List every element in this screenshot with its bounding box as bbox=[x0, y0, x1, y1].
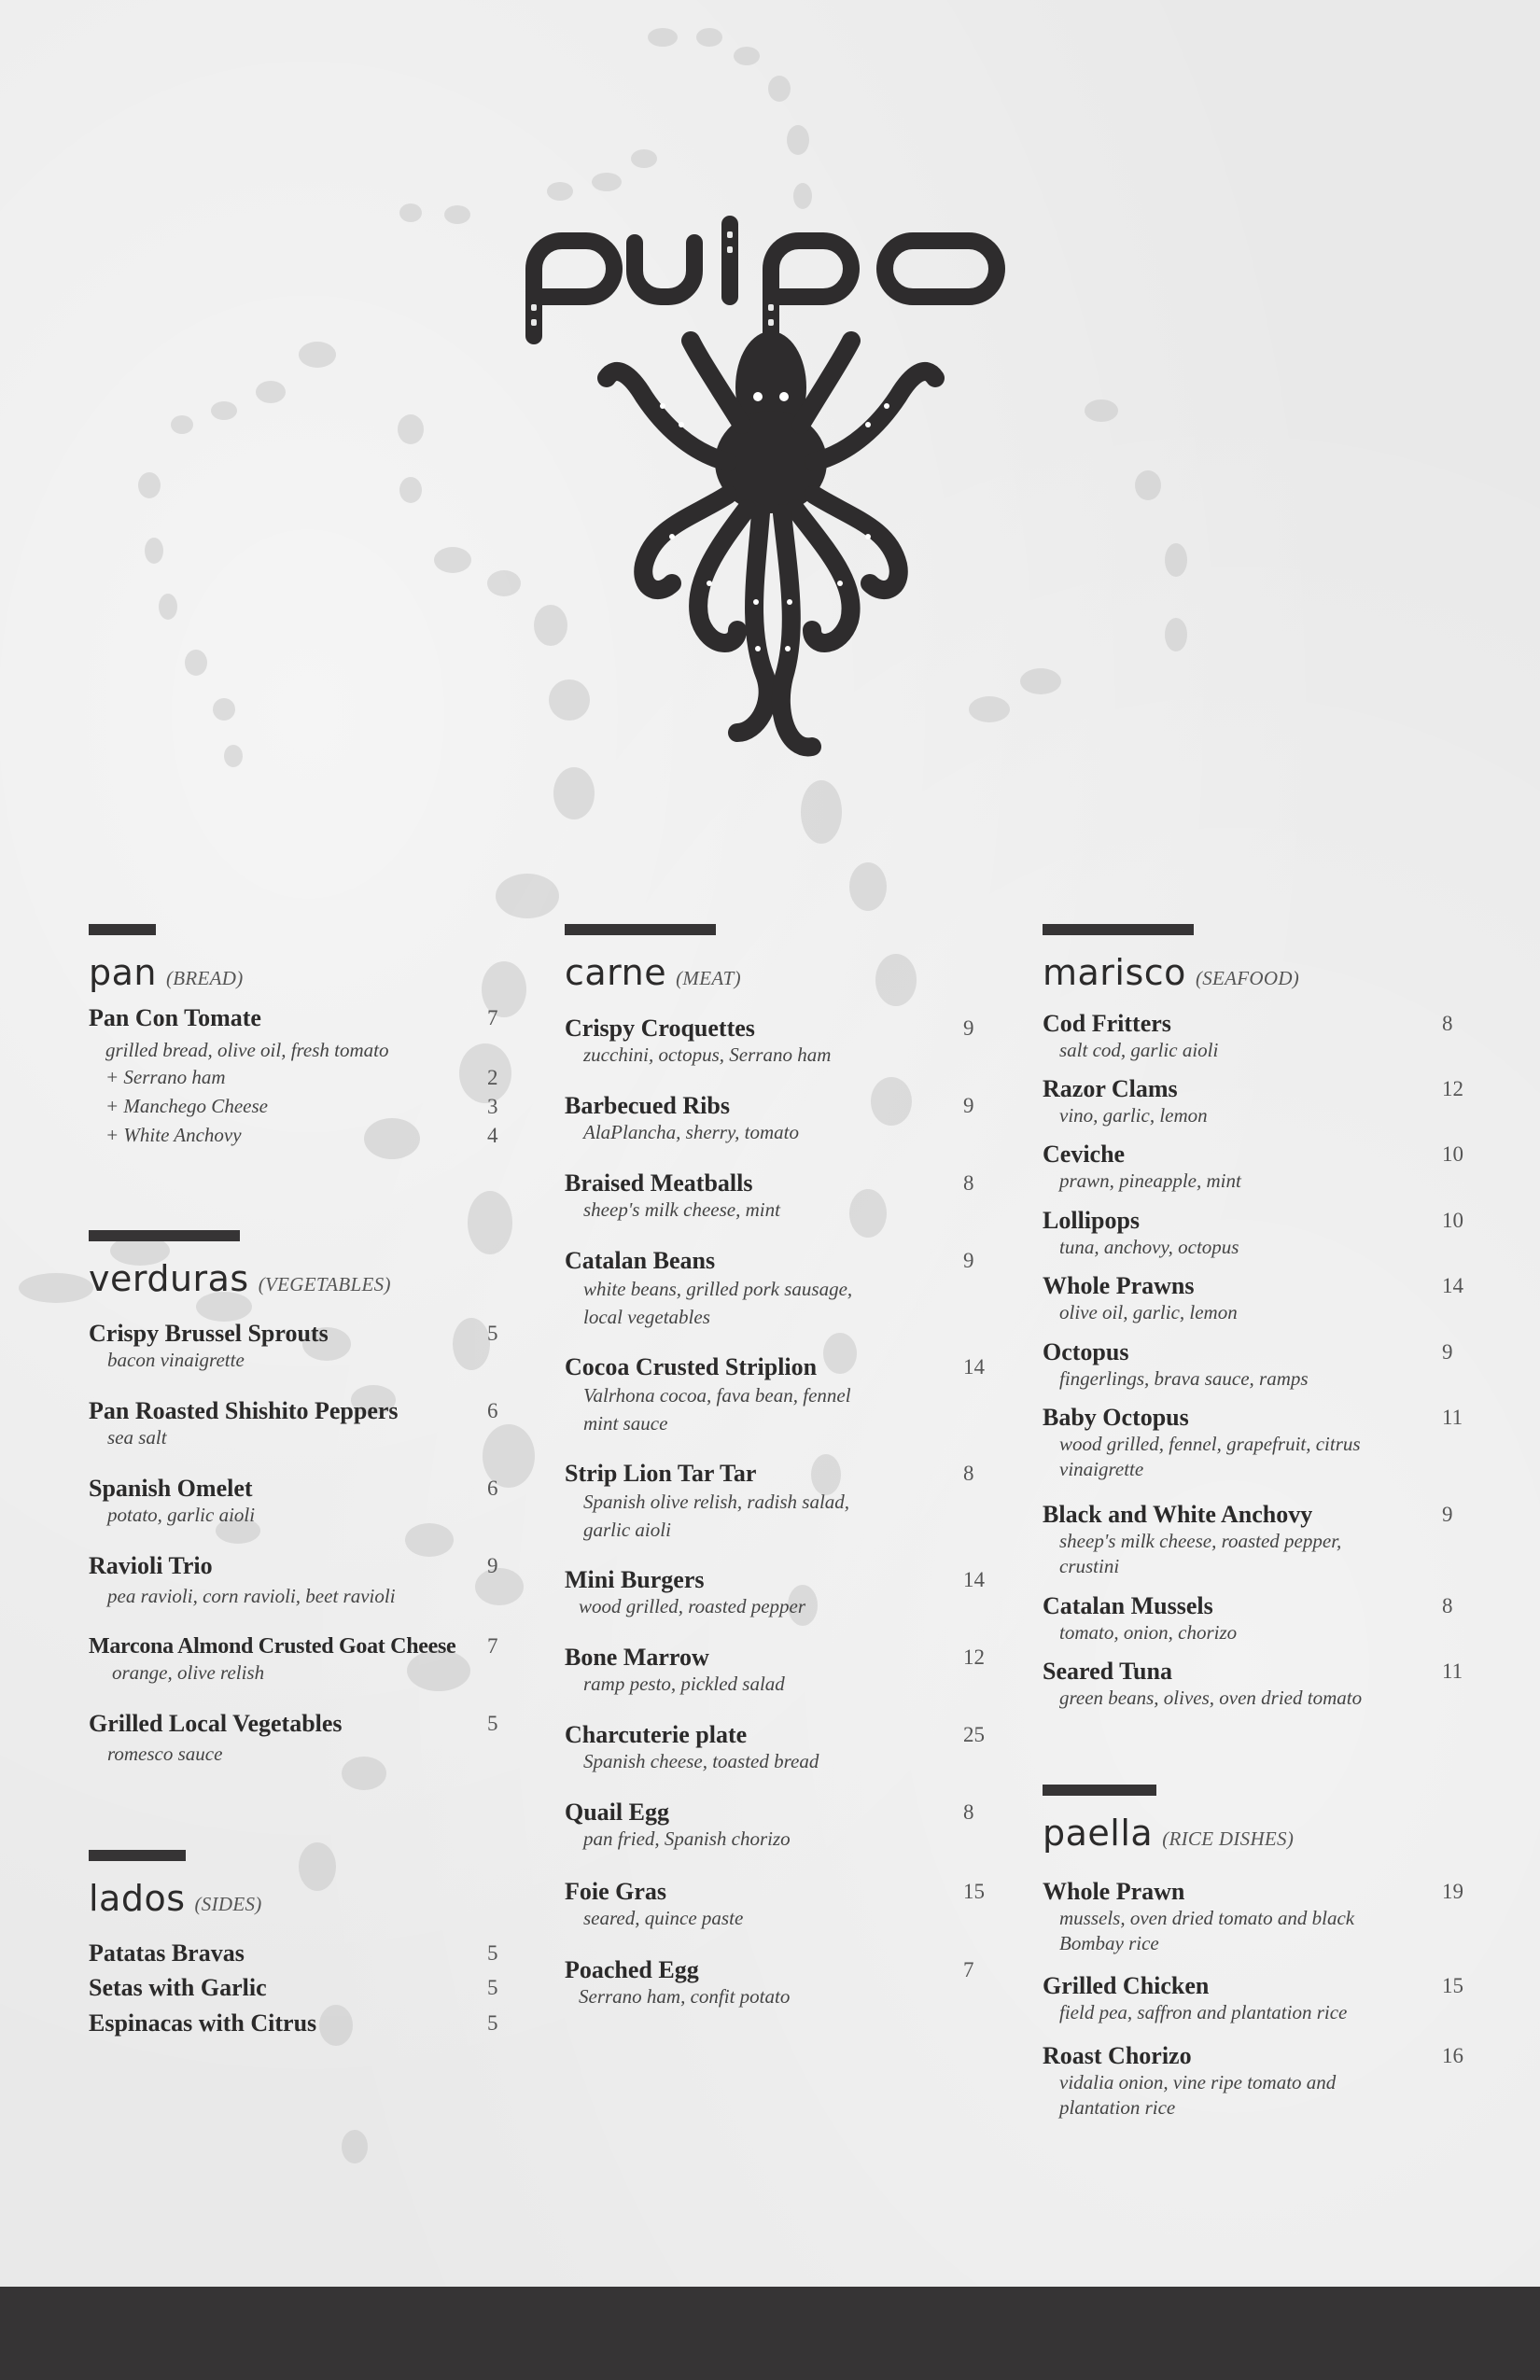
item-name: Pan Con Tomate bbox=[89, 1004, 261, 1031]
item-name: Whole Prawns bbox=[1043, 1272, 1195, 1299]
item-name: Roast Chorizo bbox=[1043, 2042, 1192, 2069]
item-name: Lollipops bbox=[1043, 1207, 1141, 1234]
item-description: romesco sauce bbox=[107, 1743, 223, 1765]
menu-item bbox=[89, 1552, 504, 1632]
item-name: Mini Burgers bbox=[565, 1566, 705, 1593]
menu-item bbox=[89, 1004, 504, 1063]
item-price: 9 bbox=[1442, 1340, 1453, 1364]
section-title: pan bbox=[89, 952, 157, 993]
item-price: 11 bbox=[1442, 1659, 1463, 1683]
item-description: orange, olive relish bbox=[112, 1661, 265, 1684]
item-name: Black and White Anchovy bbox=[1043, 1501, 1313, 1528]
item-description: vino, garlic, lemon bbox=[1059, 1104, 1208, 1127]
section-paella bbox=[1043, 1785, 1472, 2121]
item-price: 16 bbox=[1442, 2044, 1463, 2067]
item-name: Charcuterie plate bbox=[565, 1721, 748, 1748]
item-price: 14 bbox=[963, 1568, 985, 1591]
section-rule bbox=[565, 924, 716, 935]
footer-bar bbox=[0, 2287, 1540, 2380]
item-description: prawn, pineapple, mint bbox=[1059, 1169, 1241, 1192]
menu-item bbox=[89, 1939, 504, 1974]
item-name: Marcona Almond Crusted Goat Cheese bbox=[89, 1634, 456, 1659]
item-name: Strip Lion Tar Tar bbox=[565, 1460, 757, 1487]
item-price: 12 bbox=[963, 1645, 985, 1669]
section-header bbox=[89, 1878, 504, 1919]
item-price: 7 bbox=[487, 1634, 498, 1658]
addon-label: + Manchego Cheese bbox=[105, 1095, 268, 1117]
menu-item bbox=[1043, 1272, 1472, 1338]
item-price: 8 bbox=[1442, 1594, 1453, 1617]
section-header bbox=[1043, 952, 1472, 993]
item-price: 6 bbox=[487, 1477, 498, 1500]
item-price: 5 bbox=[487, 1941, 498, 1965]
item-description: Serrano ham, confit potato bbox=[579, 1985, 791, 2008]
section-rule bbox=[1043, 924, 1194, 935]
section-verduras bbox=[89, 1230, 504, 1767]
item-name: Cod Fritters bbox=[1043, 1010, 1171, 1037]
item-description: wood grilled, roasted pepper bbox=[579, 1595, 806, 1617]
section-lados bbox=[89, 1850, 504, 2037]
addon-label: + White Anchovy bbox=[105, 1124, 242, 1146]
item-description: olive oil, garlic, lemon bbox=[1059, 1301, 1238, 1323]
item-name: Foie Gras bbox=[565, 1878, 667, 1905]
item-name: Barbecued Ribs bbox=[565, 1092, 730, 1119]
menu-item bbox=[565, 1721, 985, 1799]
menu-item bbox=[1043, 1010, 1472, 1075]
item-price: 8 bbox=[963, 1462, 974, 1485]
item-name: Crispy Brussel Sprouts bbox=[89, 1320, 329, 1347]
item-name: Ceviche bbox=[1043, 1141, 1126, 1168]
item-name: Bone Marrow bbox=[565, 1644, 709, 1671]
item-description: field pea, saffron and plantation rice bbox=[1059, 2001, 1348, 2023]
item-description: AlaPlancha, sherry, tomato bbox=[583, 1121, 799, 1143]
addon-row bbox=[89, 1063, 504, 1092]
section-subtitle: (SIDES) bbox=[194, 1893, 262, 1915]
menu-item bbox=[89, 1475, 504, 1552]
item-description: green beans, olives, oven dried tomato bbox=[1059, 1687, 1363, 1709]
item-name: Pan Roasted Shishito Peppers bbox=[89, 1397, 399, 1424]
section-rule bbox=[1043, 1785, 1156, 1796]
menu-item bbox=[565, 1566, 985, 1644]
section-subtitle: (RICE DISHES) bbox=[1162, 1827, 1295, 1850]
menu-item bbox=[565, 1878, 985, 1956]
item-name: Crispy Croquettes bbox=[565, 1015, 755, 1042]
octopus-illustration bbox=[588, 322, 961, 770]
menu-item bbox=[89, 1974, 504, 2009]
item-name: Seared Tuna bbox=[1043, 1658, 1172, 1685]
item-description: pan fried, Spanish chorizo bbox=[583, 1827, 791, 1850]
item-price: 15 bbox=[1442, 1974, 1463, 1997]
item-price: 15 bbox=[963, 1880, 985, 1903]
item-price: 14 bbox=[963, 1355, 985, 1379]
item-description: tomato, onion, chorizo bbox=[1059, 1621, 1238, 1644]
section-carne bbox=[565, 924, 985, 2009]
menu-item bbox=[565, 1799, 985, 1878]
section-subtitle: (SEAFOOD) bbox=[1195, 967, 1300, 989]
menu-item bbox=[1043, 1972, 1472, 2042]
item-price: 10 bbox=[1442, 1142, 1463, 1166]
menu-item bbox=[1043, 1404, 1472, 1501]
menu-item bbox=[89, 1710, 504, 1767]
section-title: paella bbox=[1043, 1813, 1154, 1854]
addon-row bbox=[89, 1092, 504, 1121]
menu-item bbox=[565, 1247, 985, 1353]
menu-item bbox=[1043, 1075, 1472, 1141]
section-title: lados bbox=[89, 1878, 186, 1919]
item-price: 11 bbox=[1442, 1406, 1463, 1429]
item-price: 9 bbox=[963, 1249, 974, 1272]
item-name: Catalan Mussels bbox=[1043, 1592, 1213, 1619]
menu-item bbox=[89, 1320, 504, 1397]
item-name: Cocoa Crusted Striplion bbox=[565, 1353, 818, 1380]
item-name: Catalan Beans bbox=[565, 1247, 716, 1274]
item-description: Spanish cheese, toasted bread bbox=[583, 1750, 819, 1772]
item-name: Ravioli Trio bbox=[89, 1552, 213, 1579]
section-header bbox=[1043, 1813, 1472, 1854]
item-name: Baby Octopus bbox=[1043, 1404, 1189, 1431]
menu-item bbox=[565, 1092, 985, 1169]
item-description: bacon vinaigrette bbox=[107, 1349, 245, 1371]
item-price: 8 bbox=[963, 1800, 974, 1824]
item-name: Braised Meatballs bbox=[565, 1169, 753, 1197]
item-price: 7 bbox=[487, 1006, 498, 1029]
addon-label: + Serrano ham bbox=[105, 1066, 226, 1088]
menu-item bbox=[1043, 1878, 1472, 1972]
item-price: 8 bbox=[1442, 1012, 1453, 1035]
menu-item bbox=[565, 1015, 985, 1092]
section-header bbox=[89, 952, 504, 993]
section-title: marisco bbox=[1043, 952, 1186, 993]
menu-item bbox=[89, 2009, 504, 2037]
item-name: Quail Egg bbox=[565, 1799, 669, 1826]
item-price: 9 bbox=[1442, 1503, 1453, 1526]
section-pan bbox=[89, 924, 504, 1150]
item-description: zucchini, octopus, Serrano ham bbox=[583, 1043, 832, 1066]
item-name: Espinacas with Citrus bbox=[89, 2009, 317, 2037]
item-price: 7 bbox=[963, 1958, 974, 1981]
section-rule bbox=[89, 1230, 240, 1241]
menu-item bbox=[89, 1632, 504, 1710]
item-description: ramp pesto, pickled salad bbox=[583, 1673, 785, 1695]
menu-item bbox=[1043, 2042, 1472, 2121]
section-title: carne bbox=[565, 952, 667, 993]
item-name: Razor Clams bbox=[1043, 1075, 1178, 1102]
menu-item bbox=[1043, 1207, 1472, 1272]
menu-item bbox=[1043, 1501, 1472, 1592]
section-header bbox=[89, 1258, 504, 1299]
item-price: 9 bbox=[963, 1094, 974, 1117]
item-description: Valrhona cocoa, fava bean, fennel mint sauce bbox=[583, 1384, 851, 1435]
item-price: 5 bbox=[487, 1976, 498, 1999]
item-name: Grilled Chicken bbox=[1043, 1972, 1210, 1999]
item-price: 6 bbox=[487, 1399, 498, 1422]
addon-row bbox=[89, 1121, 504, 1150]
item-description: tuna, anchovy, octopus bbox=[1059, 1236, 1239, 1258]
section-subtitle: (BREAD) bbox=[166, 967, 244, 989]
menu-item bbox=[1043, 1141, 1472, 1207]
item-description: sheep's milk cheese, roasted pepper, crustini bbox=[1059, 1530, 1342, 1577]
item-name: Poached Egg bbox=[565, 1956, 699, 1983]
item-description: grilled bread, olive oil, fresh tomato bbox=[105, 1039, 389, 1061]
item-description: potato, garlic aioli bbox=[107, 1504, 256, 1526]
item-description: vidalia onion, vine ripe tomato and plantation rice bbox=[1059, 2071, 1337, 2119]
section-subtitle: (VEGETABLES) bbox=[258, 1273, 391, 1295]
item-description: seared, quince paste bbox=[583, 1907, 744, 1929]
item-description: Spanish olive relish, radish salad, garlic aioli bbox=[583, 1491, 850, 1541]
section-header bbox=[565, 952, 985, 993]
item-price: 9 bbox=[963, 1016, 974, 1040]
menu-item bbox=[1043, 1658, 1472, 1711]
item-description: mussels, oven dried tomato and black Bombay rice bbox=[1059, 1907, 1355, 1954]
item-price: 10 bbox=[1442, 1209, 1463, 1232]
item-name: Grilled Local Vegetables bbox=[89, 1710, 343, 1737]
section-rule bbox=[89, 924, 156, 935]
item-name: Spanish Omelet bbox=[89, 1475, 253, 1502]
item-name: Whole Prawn bbox=[1043, 1878, 1185, 1905]
addon-price: 4 bbox=[487, 1124, 498, 1147]
item-description: wood grilled, fennel, grapefruit, citrus vinaigrette bbox=[1059, 1433, 1361, 1480]
menu-item bbox=[1043, 1592, 1472, 1658]
item-price: 8 bbox=[963, 1171, 974, 1195]
item-price: 12 bbox=[1442, 1077, 1463, 1100]
menu-item bbox=[565, 1956, 985, 2009]
section-rule bbox=[89, 1850, 186, 1861]
menu-item bbox=[1043, 1338, 1472, 1404]
item-price: 5 bbox=[487, 1322, 498, 1345]
item-name: Setas with Garlic bbox=[89, 1974, 267, 2001]
item-description: salt cod, garlic aioli bbox=[1059, 1039, 1219, 1061]
addon-price: 3 bbox=[487, 1095, 498, 1118]
item-description: sea salt bbox=[107, 1426, 167, 1449]
menu-item bbox=[565, 1169, 985, 1247]
item-description: pea ravioli, corn ravioli, beet ravioli bbox=[107, 1585, 396, 1607]
item-price: 25 bbox=[963, 1723, 985, 1746]
item-price: 5 bbox=[487, 2011, 498, 2035]
item-name: Octopus bbox=[1043, 1338, 1129, 1365]
menu-item bbox=[565, 1460, 985, 1566]
section-subtitle: (MEAT) bbox=[676, 967, 741, 989]
item-price: 19 bbox=[1442, 1880, 1463, 1903]
item-price: 9 bbox=[487, 1554, 498, 1577]
section-marisco bbox=[1043, 924, 1472, 1711]
item-name: Patatas Bravas bbox=[89, 1939, 245, 1967]
item-description: sheep's milk cheese, mint bbox=[583, 1198, 780, 1221]
menu-item bbox=[565, 1644, 985, 1721]
item-price: 5 bbox=[487, 1712, 498, 1735]
addon-price: 2 bbox=[487, 1066, 498, 1089]
item-price: 14 bbox=[1442, 1274, 1463, 1297]
menu-item bbox=[565, 1353, 985, 1460]
item-description: white beans, grilled pork sausage, local vegetables bbox=[583, 1278, 853, 1328]
item-description: fingerlings, brava sauce, ramps bbox=[1059, 1367, 1309, 1390]
menu-item bbox=[89, 1397, 504, 1475]
section-title: verduras bbox=[89, 1258, 249, 1299]
